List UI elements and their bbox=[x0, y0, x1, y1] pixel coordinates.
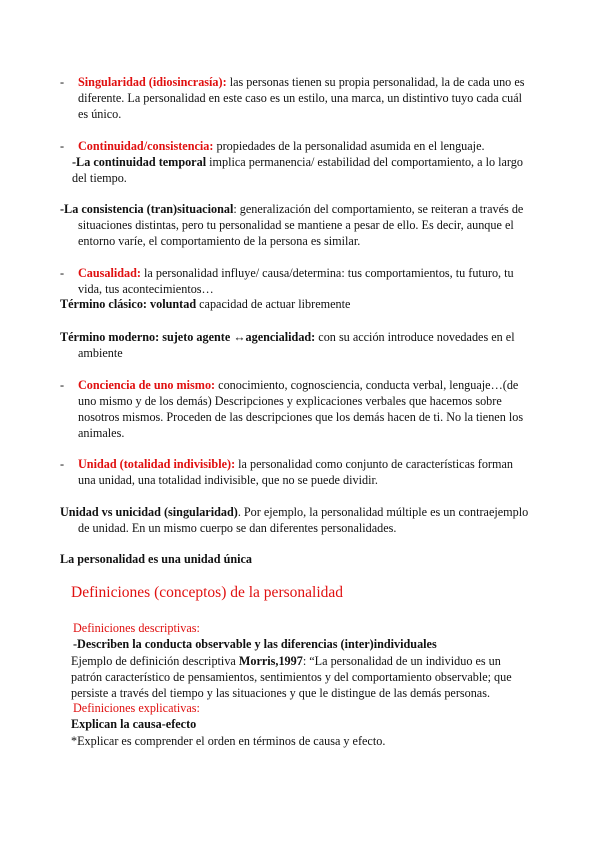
term-unidad: Unidad (totalidad indivisible): bbox=[78, 457, 236, 471]
term-agencialidad: agencialidad: bbox=[245, 330, 316, 344]
double-arrow-icon: ↔ bbox=[233, 330, 246, 344]
section-heading: Definiciones (conceptos) de la personalidad bbox=[71, 584, 344, 601]
text-line: . Por ejemplo, la personalidad múltiple es un contraejemplo bbox=[237, 505, 529, 519]
conclusion-text: La personalidad es una unidad única bbox=[60, 552, 253, 566]
text-line: patrón característico de pensamientos, sentimientos y del comportamiento observable; que bbox=[71, 670, 512, 684]
text-line: uno mismo y de los demás) Descripciones y explicaciones verbales que hacemos sobre bbox=[78, 394, 502, 408]
explicativas-bold: Explican la causa-efecto bbox=[71, 717, 197, 731]
text-line: : “La personalidad de un individuo es un bbox=[302, 654, 501, 668]
term-conciencia: Conciencia de uno mismo: bbox=[78, 378, 216, 392]
term-causalidad: Causalidad: bbox=[78, 266, 141, 280]
text-line: del tiempo. bbox=[72, 171, 127, 185]
text-line: es único. bbox=[78, 107, 122, 121]
text-line: la personalidad como conjunto de características forman bbox=[235, 457, 513, 471]
term-continuidad: Continuidad/consistencia: bbox=[78, 139, 214, 153]
text-line: de unidad. En un mismo cuerpo se dan diferentes personalidades. bbox=[78, 521, 397, 535]
text-line: nosotros mismos. Proceden de las descripciones que los demás hacen de ti. No la tienen los bbox=[78, 410, 524, 424]
bullet-dash: - bbox=[60, 457, 65, 471]
term-unidad-vs: Unidad vs unicidad (singularidad) bbox=[60, 505, 238, 519]
text-line: conocimiento, cognosciencia, conducta verbal, lenguaje…(de bbox=[215, 378, 519, 392]
text-line: situaciones distintas, pero tu personalidad se mantiene a pesar de ello. Es decir, aunque el bbox=[78, 218, 514, 232]
term-continuidad-temporal: -La continuidad temporal bbox=[72, 155, 207, 169]
bullet-dash: - bbox=[60, 75, 65, 89]
text-line: vida, tus acontecimientos… bbox=[78, 282, 214, 296]
text-line: una unidad, una totalidad indivisible, que no se puede dividir. bbox=[78, 473, 378, 487]
text-line: con su acción introduce novedades en el bbox=[315, 330, 515, 344]
text-line: ambiente bbox=[78, 346, 123, 360]
descriptivas-label: Definiciones descriptivas: bbox=[73, 621, 200, 635]
term-singularidad: Singularidad (idiosincrasía): bbox=[78, 75, 227, 89]
text-line: propiedades de la personalidad asumida en el lenguaje. bbox=[213, 139, 485, 153]
text-line: la personalidad influye/ causa/determina: tus comportamientos, tu futuro, tu bbox=[141, 266, 514, 280]
text-line: implica permanencia/ estabilidad del comportamiento, a lo largo bbox=[206, 155, 523, 169]
text-line: las personas tienen su propia personalidad, la de cada uno es bbox=[226, 75, 525, 89]
termino-clasico bbox=[60, 296, 350, 312]
term-consistencia: -La consistencia (tran)situacional bbox=[60, 202, 234, 216]
term-clasico: Término clásico: voluntad bbox=[60, 297, 197, 311]
descriptivas-bold: -Describen la conducta observable y las diferencias (inter)individuales bbox=[73, 637, 437, 651]
term-moderno: Término moderno: sujeto agente bbox=[60, 330, 234, 344]
explicativas-label: Definiciones explicativas: bbox=[73, 701, 200, 715]
text-line: diferente. La personalidad en este caso es un estilo, una marca, un distintivo tuyo cada cuál bbox=[78, 91, 523, 105]
text-line: *Explicar es comprender el orden en términos de causa y efecto. bbox=[71, 734, 386, 748]
text-line: animales. bbox=[78, 426, 125, 440]
text-line: Ejemplo de definición descriptiva bbox=[71, 654, 239, 668]
citation-morris: Morris,1997 bbox=[238, 654, 303, 668]
text-line: capacidad de actuar libremente bbox=[196, 297, 351, 311]
text-line: entorno varíe, el comportamiento de la persona es similar. bbox=[78, 234, 361, 248]
text-line: persiste a través del tiempo y las situaciones y que le distingue de las demás personas. bbox=[71, 686, 491, 700]
bullet-dash: - bbox=[60, 139, 65, 153]
bullet-dash: - bbox=[60, 378, 65, 392]
bullet-dash: - bbox=[60, 266, 65, 280]
text-line: : generalización del comportamiento, se reiteran a través de bbox=[233, 202, 524, 216]
